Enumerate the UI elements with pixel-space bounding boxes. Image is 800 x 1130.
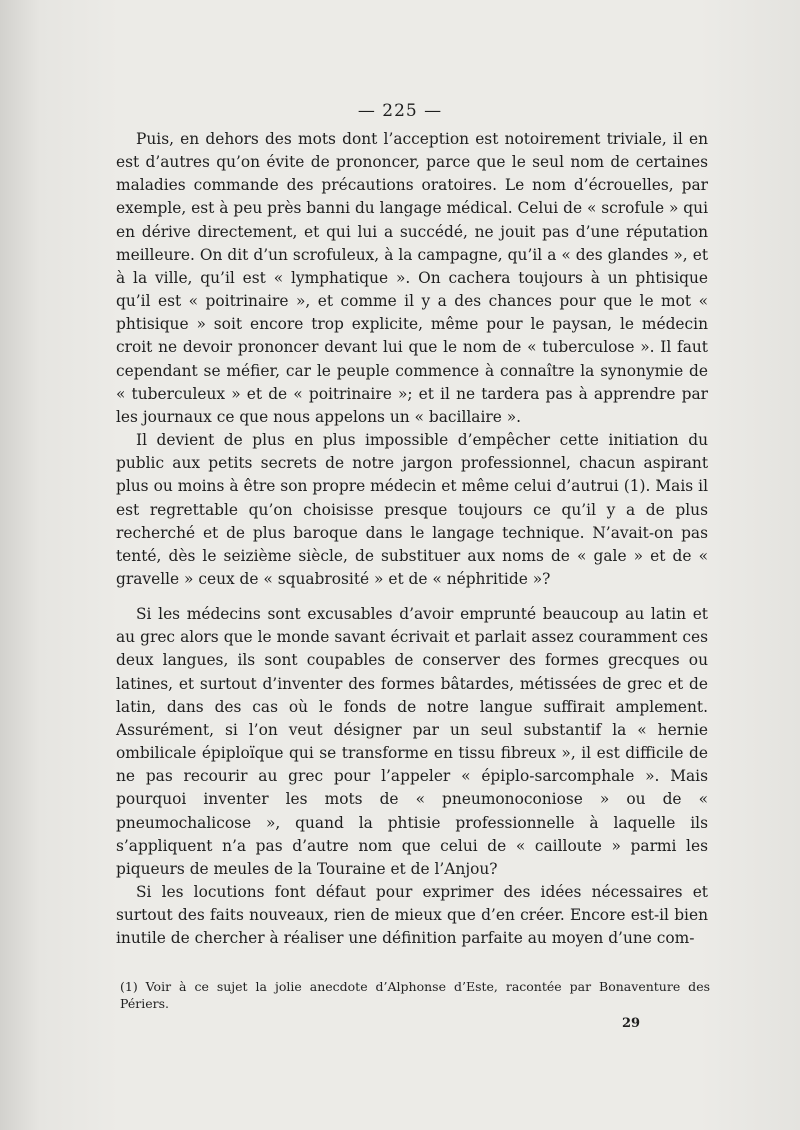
signature-mark: 29 <box>622 1016 641 1031</box>
footnote: (1) Voir à ce sujet la jolie anecdote d’Alphonse d’Este, racontée par Bonaventure des Périers. <box>120 979 710 1011</box>
paragraph: Il devient de plus en plus impossible d’empêcher cette initiation du public aux petits secrets de notre jargon professionnel, chacun aspirant plus ou moins à être son propre médecin et même celui d’autrui (1). Mais il est regrettable qu’on choisisse presque toujours ce qu’il y a de plus recherché et de plus baroque dans le langage technique. N’avait-on pas tenté, dès le seizième siècle, de substituer aux noms de « gale » et de « gravelle » ceux de « squabrosité » et de « néphritide »? <box>116 431 708 588</box>
page-number: — 225 — <box>357 101 443 121</box>
paragraph: Si les locutions font défaut pour exprimer des idées nécessaires et surtout des faits nouveaux, rien de mieux que d’en créer. Encore est-il bien inutile de chercher à réaliser une définition parfaite au moyen d’une com- <box>116 883 708 948</box>
paragraph: Si les médecins sont excusables d’avoir emprunté beaucoup au latin et au grec alors que le monde savant écrivait et parlait assez couramment ces deux langues, ils sont coupables de conserver des formes grecques ou latines, et surtout d’inventer des formes bâtardes, métissées de grec et de latin, dans des cas où le fonds de notre langue suffirait amplement. Assurément, si l’on veut désigner par un seul substantif la « hernie ombilicale épiploïque qui se transforme en tissu fibreux », il est difficile de ne pas recourir au grec pour l’appeler « épiplo-sarcomphale ». Mais pourquoi inventer les mots de « pneumonoconiose » ou de « pneumochalicose », quand la phtisie professionnelle à laquelle ils s’appliquent n’a pas d’autre nom que celui de « cailloute » parmi les piqueurs de meules de la Touraine et de l’Anjou? <box>116 605 708 878</box>
body-text <box>116 128 708 950</box>
paragraph: Puis, en dehors des mots dont l’acception est notoirement triviale, il en est d’autres qu’on évite de prononcer, parce que le seul nom de certaines maladies commande des précautions oratoires. Le nom d’écrouelles, par exemple, est à peu près banni du langage médical. Celui de « scrofule » qui en dérive directement, et qui lui a succédé, ne jouit pas d’une réputation meilleure. On dit d’un scrofuleux, à la campagne, qu’il a « des glandes », et à la ville, qu’il est « lymphatique ». On cachera toujours à un phtisique qu’il est « poitrinaire », et comme il y a des chances pour que le mot « phtisique » soit encore trop explicite, même pour le paysan, le médecin croit ne devoir prononcer devant lui que le nom de « tuberculose ». Il faut cependant se méfier, car le peuple commence à connaître la synonymie de « tuberculeux » et de « poitrinaire »; et il ne tardera pas à apprendre par les journaux ce que nous appelons un « bacillaire ». <box>116 130 708 426</box>
